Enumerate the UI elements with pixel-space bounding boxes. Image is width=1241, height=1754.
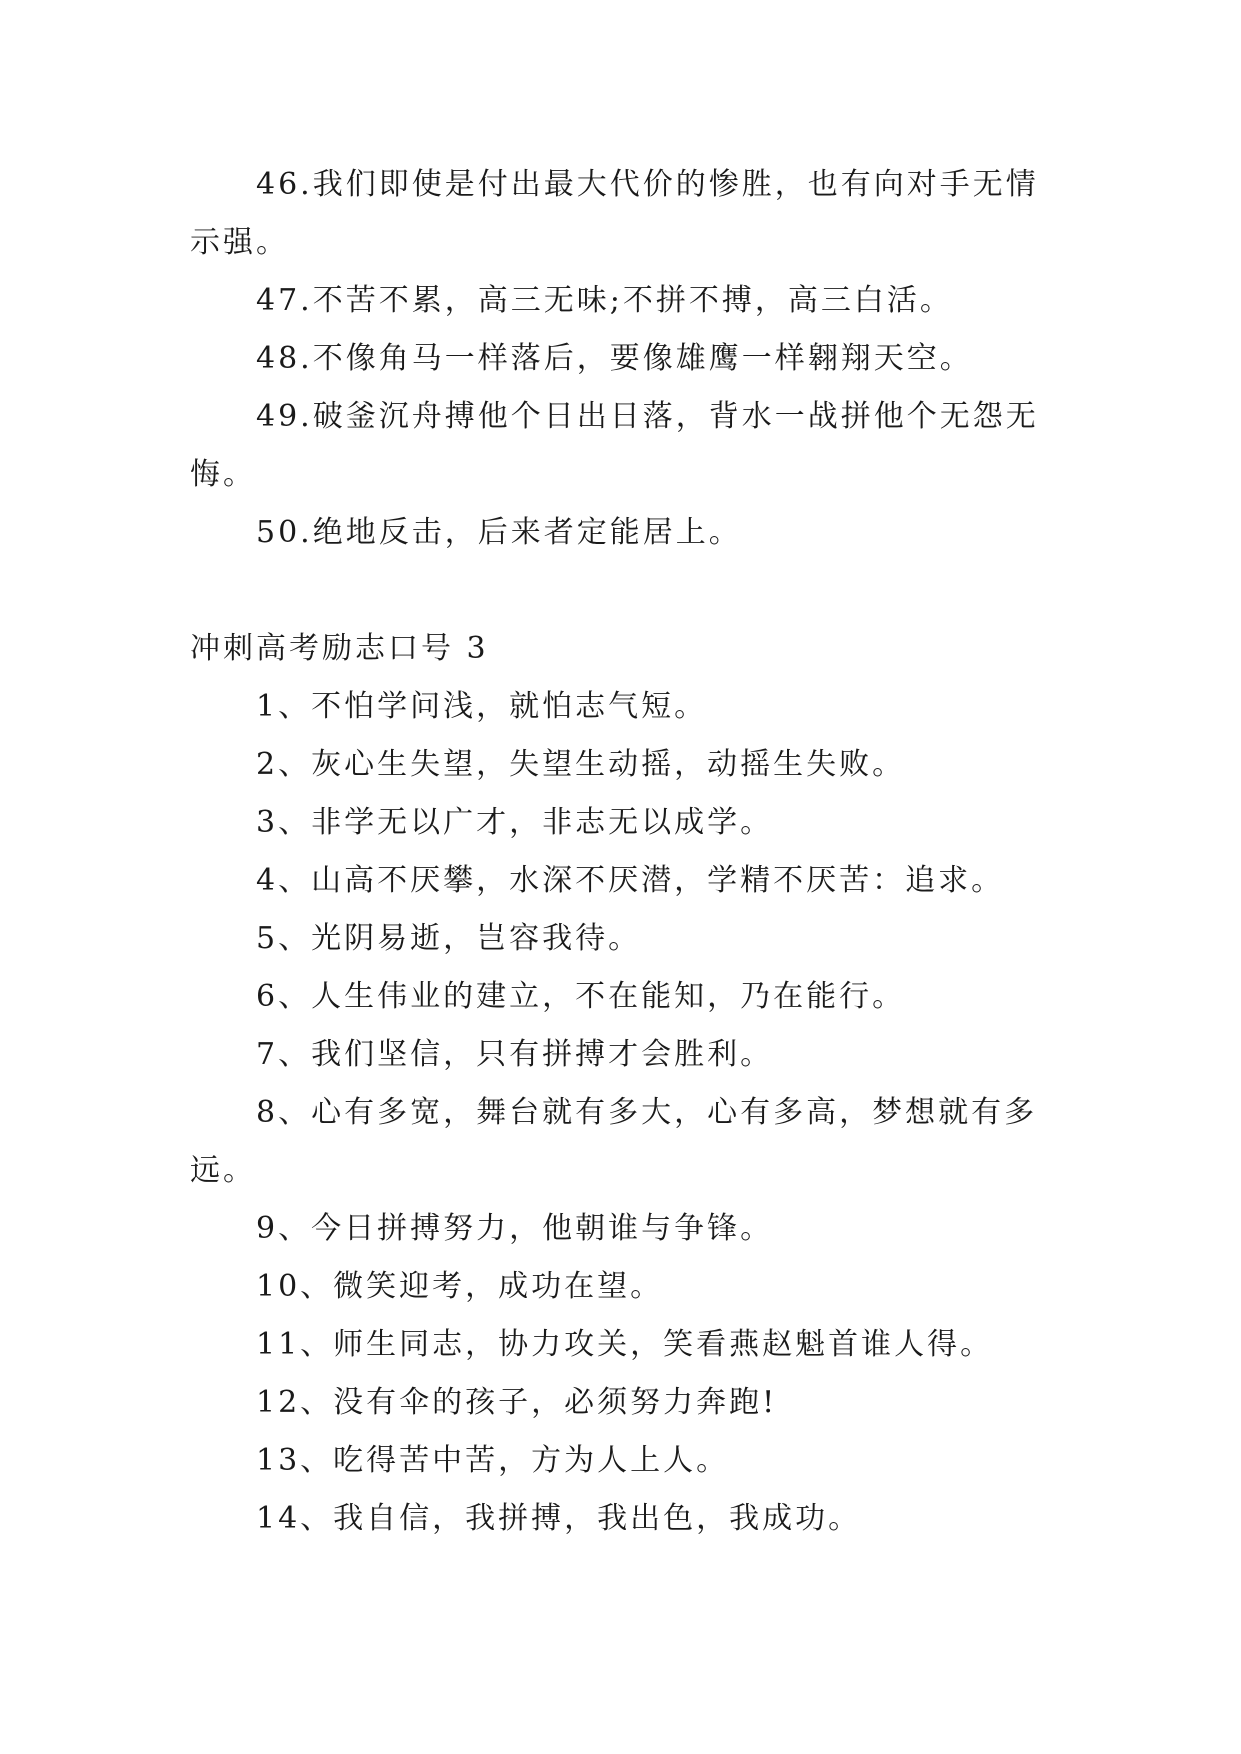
slogan-item: 8、心有多宽，舞台就有多大，心有多高，梦想就有多远。 (190, 1095, 1038, 1188)
slogan-item: 47.不苦不累，高三无味;不拼不搏，高三白活。 (256, 283, 953, 318)
slogan-item: 11、师生同志，协力攻关，笑看燕赵魁首谁人得。 (256, 1327, 994, 1362)
slogan-item: 49.破釜沉舟搏他个日出日落，背水一战拼他个无怨无悔。 (190, 399, 1039, 492)
slogan-item: 7、我们坚信，只有拼搏才会胜利。 (256, 1037, 774, 1072)
slogan-item: 14、我自信，我拼搏，我出色，我成功。 (256, 1501, 862, 1536)
slogan-item: 4、山高不厌攀，水深不厌潜，学精不厌苦：追求。 (256, 863, 1005, 898)
document-body (190, 156, 1060, 1548)
section-heading: 冲刺高考励志口号 3 (190, 631, 489, 666)
slogan-item: 12、没有伞的孩子，必须努力奔跑! (256, 1385, 778, 1420)
slogan-item: 50.绝地反击，后来者定能居上。 (256, 515, 742, 550)
section-spacer (190, 562, 1060, 620)
slogan-item: 5、光阴易逝，岂容我待。 (256, 921, 642, 956)
slogan-item: 9、今日拼搏努力，他朝谁与争锋。 (256, 1211, 774, 1246)
slogan-item: 6、人生伟业的建立，不在能知，乃在能行。 (256, 979, 906, 1014)
slogan-item: 2、灰心生失望，失望生动摇，动摇生失败。 (256, 747, 906, 782)
slogan-item: 10、微笑迎考，成功在望。 (256, 1269, 664, 1304)
slogan-item: 13、吃得苦中苦，方为人上人。 (256, 1443, 730, 1478)
slogan-item: 46.我们即使是付出最大代价的惨胜，也有向对手无情示强。 (190, 167, 1039, 260)
slogan-item: 48.不像角马一样落后，要像雄鹰一样翱翔天空。 (256, 341, 973, 376)
slogan-item: 3、非学无以广才，非志无以成学。 (256, 805, 774, 840)
slogan-item: 1、不怕学问浅，就怕志气短。 (256, 689, 708, 724)
